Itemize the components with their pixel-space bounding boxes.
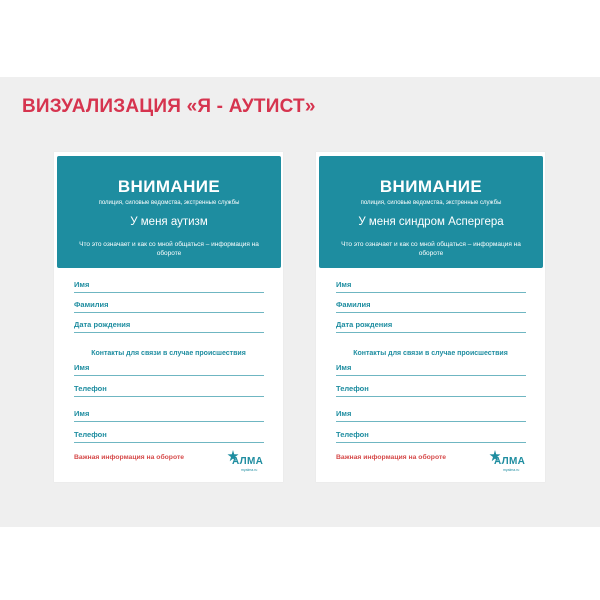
diagnosis-text: У меня аутизм [130, 216, 208, 228]
alma-logo [488, 449, 528, 475]
contact-name-field: Имя [336, 363, 526, 376]
header-subtitle: полиция, силовые ведомства, экстренные службы [98, 200, 240, 206]
contact-phone-field: Телефон [336, 430, 526, 443]
card-header [57, 156, 281, 268]
header-title: ВНИМАНИЕ [117, 177, 221, 196]
contact-name-field: Имя [74, 363, 264, 376]
contacts-heading: Контакты для связи в случае происшествия [91, 350, 246, 357]
card-autism [54, 152, 283, 482]
name-field: Имя [74, 280, 264, 293]
important-info-note: Важная информация на обороте [74, 454, 185, 461]
important-info-note: Важная информация на обороте [336, 454, 447, 461]
alma-logo [226, 449, 266, 475]
logo-text: АЛМА [494, 456, 526, 467]
header-title: ВНИМАНИЕ [379, 177, 483, 196]
contacts-heading: Контакты для связи в случае происшествия [353, 350, 508, 357]
name-field: Имя [336, 280, 526, 293]
surname-field: Фамилия [336, 300, 526, 313]
header-subtitle: полиция, силовые ведомства, экстренные службы [360, 200, 502, 206]
logo-text: АЛМА [232, 456, 264, 467]
what-it-means-text: Что это означает и как со мной общаться – информация на обороте [79, 241, 259, 257]
birthdate-field: Дата рождения [74, 320, 264, 333]
logo-url: myalma.ru [503, 468, 520, 472]
contact-name-field: Имя [336, 409, 526, 422]
page-title: ВИЗУАЛИЗАЦИЯ «Я - АУТИСТ» [22, 96, 316, 117]
contact-phone-field: Телефон [336, 384, 526, 397]
surname-field: Фамилия [74, 300, 264, 313]
birthdate-field: Дата рождения [336, 320, 526, 333]
contact-phone-field: Телефон [74, 384, 264, 397]
card-asperger [316, 152, 545, 482]
card-header [319, 156, 543, 268]
what-it-means-text: Что это означает и как со мной общаться – информация на обороте [341, 241, 521, 257]
logo-url: myalma.ru [241, 468, 258, 472]
contact-phone-field: Телефон [74, 430, 264, 443]
diagnosis-text: У меня синдром Аспергера [358, 216, 504, 228]
contact-name-field: Имя [74, 409, 264, 422]
